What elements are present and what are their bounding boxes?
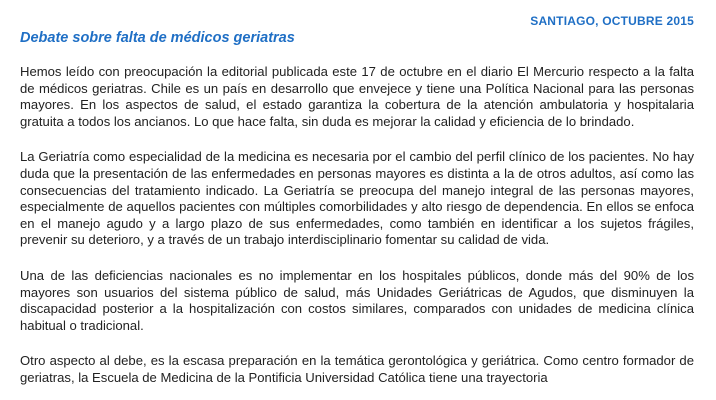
article-title: Debate sobre falta de médicos geriatras xyxy=(20,30,295,46)
paragraph-2: La Geriatría como especialidad de la medicina es necesaria por el cambio del perfil clínico de los pacientes. No hay duda que la presentación de las enfermedades en personas mayores es distinta a la de otros adultos, así como las consecuencias del tratamiento indicado. La Geriatría se preocupa del manejo integral de las personas mayores, especialmente de aquellos pacientes con múltiples comorbilidades y alto riesgo de dependencia. En ellos se enfoca en el manejo agudo y a largo plazo de sus enfermedades, como también en identificar a los sujetos frágiles, prevenir su deterioro, y a través de un trabajo interdisciplinario fomentar su calidad de vida. xyxy=(20,149,694,248)
paragraph-1: Hemos leído con preocupación la editorial publicada este 17 de octubre en el diario El Mercurio respecto a la falta de médicos geriatras. Chile es un país en desarrollo que envejece y tiene una Política Nacional para las personas mayores. En los aspectos de salud, el estado garantiza la cobertura de la atención ambulatoria y hospitalaria gratuita a todos los ancianos. Lo que hace falta, sin duda es mejorar la calidad y eficiencia de lo brindado. xyxy=(20,64,694,129)
dateline: SANTIAGO, OCTUBRE 2015 xyxy=(530,14,694,28)
paragraph-3: Una de las deficiencias nacionales es no implementar en los hospitales públicos, donde más del 90% de los mayores son usuarios del sistema público de salud, más Unidades Geriátricas de Agudos, que disminuyen la discapacidad posterior a la hospitalización con costos similares, comparados con unidades de medicina clínica habitual o tradicional. xyxy=(20,267,694,333)
article-body xyxy=(20,64,694,400)
paragraph-4: Otro aspecto al debe, es la escasa preparación en la temática gerontológica y geriátrica. Como centro formador de geriatras, la Escuela de Medicina de la Pontificia Universidad Católica tiene una trayectoria xyxy=(20,353,694,385)
